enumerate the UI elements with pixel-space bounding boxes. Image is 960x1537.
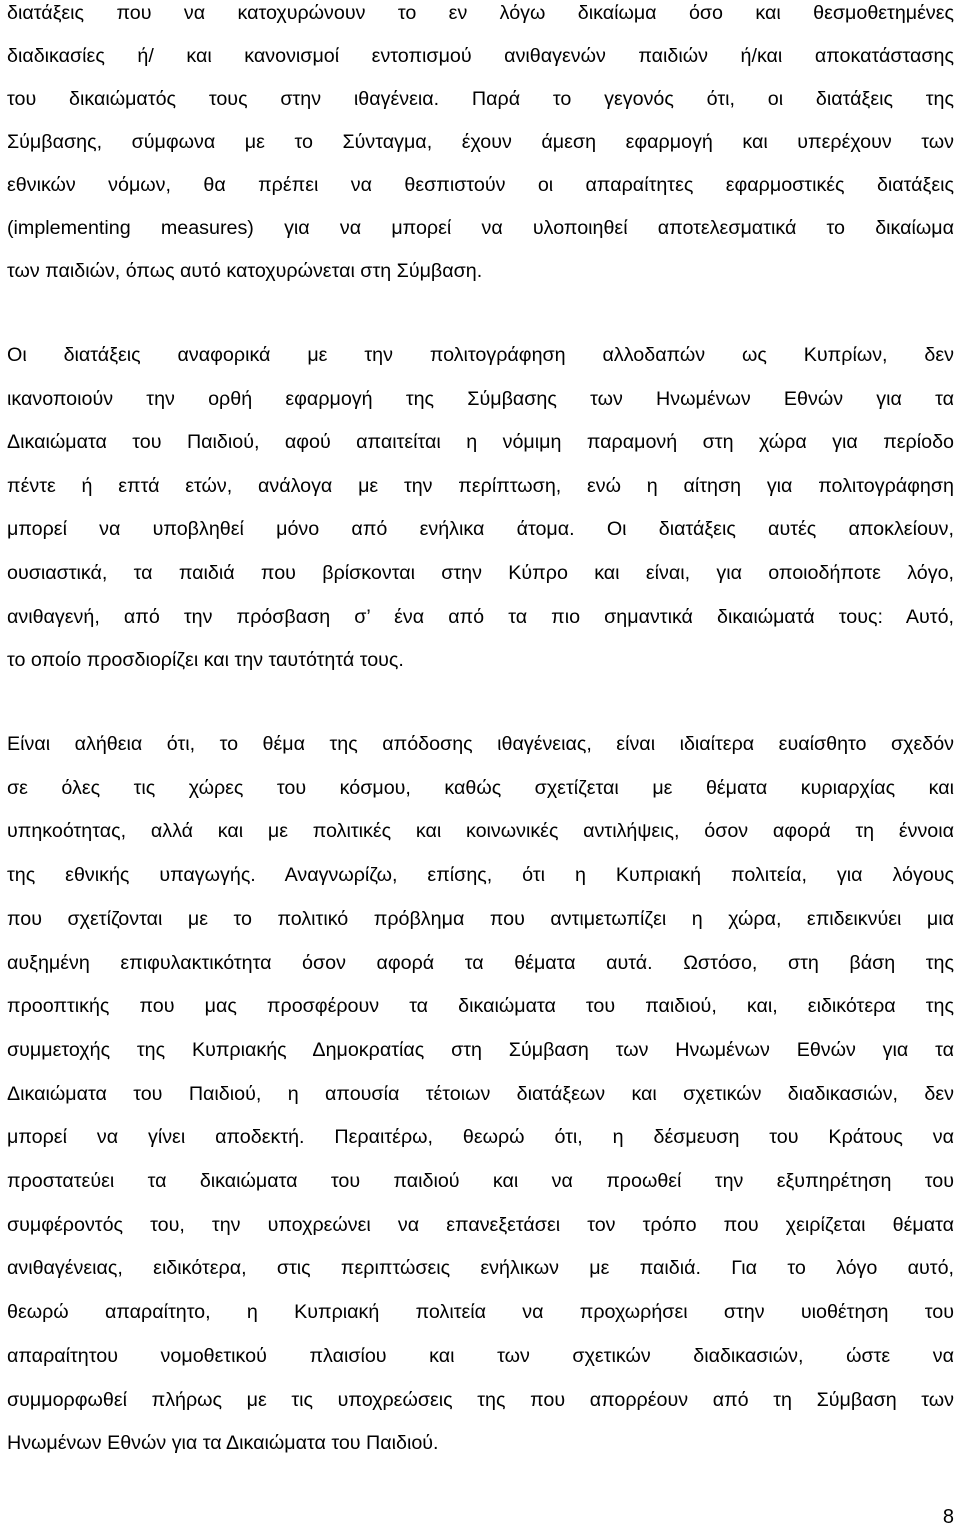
paragraph-3 — [7, 723, 954, 1466]
text-line: προοπτικής που μας προσφέρουν τα δικαιώματα του παιδιού, και, ειδικότερα της — [7, 995, 954, 1018]
paragraph-1 — [7, 0, 954, 293]
text-line: μπορεί να υποβληθεί μόνο από ενήλικα άτομα. Οι διατάξεις αυτές αποκλείουν, — [7, 518, 954, 541]
text-line: απαραίτητου νομοθετικού πλαισίου και των σχετικών διαδικασιών, ώστε να — [7, 1344, 954, 1367]
text-line: σε όλες τις χώρες του κόσμου, καθώς σχετίζεται με θέματα κυριαρχίας και — [7, 776, 954, 799]
text-line: συμφέροντός του, την υποχρεώνει να επανεξετάσει τον τρόπο που χειρίζεται θέματα — [7, 1213, 954, 1236]
text-line: πέντε ή επτά ετών, ανάλογα με την περίπτωση, ενώ η αίτηση για πολιτογράφηση — [7, 474, 954, 497]
text-line: ικανοποιούν την ορθή εφαρμογή της Σύμβασης των Ηνωμένων Εθνών για τα — [7, 387, 954, 410]
text-line: υπηκοότητας, αλλά και με πολιτικές και κοινωνικές αντιλήψεις, όσον αφορά τη έννοια — [7, 820, 954, 843]
text-line: της εθνικής υπαγωγής. Αναγνωρίζω, επίσης, ότι η Κυπριακή πολιτεία, για λόγους — [7, 864, 954, 887]
text-line: θεωρώ απαραίτητο, η Κυπριακή πολιτεία να προχωρήσει στην υιοθέτηση του — [7, 1301, 954, 1324]
text-line: του δικαιώματός τους στην ιθαγένεια. Παρά το γεγονός ότι, οι διατάξεις της — [7, 88, 954, 110]
text-line: διαδικασίες ή/ και κανονισμοί εντοπισμού ανιθαγενών παιδιών ή/και αποκατάστασης — [7, 45, 954, 67]
text-line: Σύμβασης, σύμφωνα με το Σύνταγμα, έχουν άμεση εφαρμογή και υπερέχουν των — [7, 131, 954, 153]
text-line: διατάξεις που να κατοχυρώνουν το εν λόγω δικαίωμα όσο και θεσμοθετημένες — [7, 2, 954, 24]
page-number: 8 — [942, 1506, 954, 1528]
text-line: Είναι αλήθεια ότι, το θέμα της απόδοσης ιθαγένειας, είναι ιδιαίτερα ευαίσθητο σχεδόν — [7, 733, 954, 755]
paragraph-2 — [7, 334, 954, 683]
text-line: συμμετοχής της Κυπριακής Δημοκρατίας στη Σύμβαση των Ηνωμένων Εθνών για τα — [7, 1038, 954, 1061]
text-line: (implementing measures) για να μπορεί να υλοποιηθεί αποτελεσματικά το δικαίωμα — [7, 217, 954, 239]
text-line: ανιθαγενή, από την πρόσβαση σ’ ένα από τα πιο σημαντικά δικαιώματά τους: Αυτό, — [7, 605, 954, 628]
text-line: αυξημένη επιφυλακτικότητα όσον αφορά τα θέματα αυτά. Ωστόσο, στη βάση της — [7, 951, 954, 974]
text-line: που σχετίζονται με το πολιτικό πρόβλημα που αντιμετωπίζει η χώρα, επιδεικνύει μια — [7, 907, 954, 930]
text-line: Οι διατάξεις αναφορικά με την πολιτογράφηση αλλοδαπών ως Κυπρίων, δεν — [7, 344, 954, 366]
text-line: μπορεί να γίνει αποδεκτή. Περαιτέρω, θεωρώ ότι, η δέσμευση του Κράτους να — [7, 1126, 954, 1149]
text-line: το οποίο προσδιορίζει και την ταυτότητά τους. — [7, 649, 404, 672]
text-line: των παιδιών, όπως αυτό κατοχυρώνεται στη Σύμβαση. — [7, 260, 483, 282]
text-line: Δικαιώματα του Παιδιού, αφού απαιτείται η νόμιμη παραμονή στη χώρα για περίοδο — [7, 431, 954, 454]
text-line: Δικαιώματα του Παιδιού, η απουσία τέτοιων διατάξεων και σχετικών διαδικασιών, δεν — [7, 1082, 954, 1105]
text-line: Ηνωμένων Εθνών για τα Δικαιώματα του Παιδιού. — [7, 1432, 439, 1455]
text-line: ανιθαγένειας, ειδικότερα, στις περιπτώσεις ενήλικων με παιδιά. Για το λόγο αυτό, — [7, 1257, 954, 1280]
text-line: συμμορφωθεί πλήρως με τις υποχρεώσεις της που απορρέουν από τη Σύμβαση των — [7, 1388, 954, 1411]
text-line: εθνικών νόμων, θα πρέπει να θεσπιστούν οι απαραίτητες εφαρμοστικές διατάξεις — [7, 174, 954, 196]
text-line: ουσιαστικά, τα παιδιά που βρίσκονται στην Κύπρο και είναι, για οποιοδήποτε λόγο, — [7, 561, 954, 584]
text-line: προστατεύει τα δικαιώματα του παιδιού και να προωθεί την εξυπηρέτηση του — [7, 1170, 954, 1193]
